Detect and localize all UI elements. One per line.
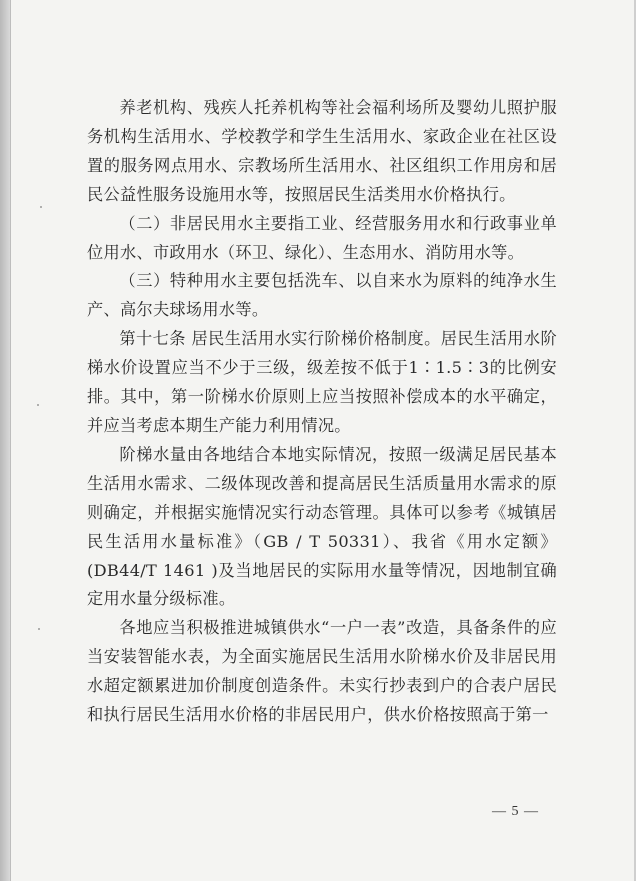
paragraph-2: （二）非居民用水主要指工业、经营服务用水和行政事业单位用水、市政用水（环卫、绿化）、生态用水、消防用水等。	[87, 213, 557, 262]
scan-speck	[37, 404, 39, 406]
page-number: — 5 —	[492, 804, 539, 819]
scan-left-edge	[0, 0, 10, 881]
paragraph-6: 各地应当积极推进城镇供水“一户一表”改造，具备条件的应当安装智能水表，为全面实施居民生活用水阶梯水价及非居民用水超定额累进加价制度创造条件。未实行抄表到户的合表户居民和执行居民生活用水价格的非居民用户，供水价格按照高于第一	[87, 618, 557, 725]
document-page	[10, 0, 634, 881]
paragraph-1: 养老机构、残疾人托养机构等社会福利场所及婴幼儿照护服务机构生活用水、学校教学和学生生活用水、家政企业在社区设置的服务网点用水、宗教场所生活用水、社区组织工作用房和居民公益性服务设施用水等，按照居民生活类用水价格执行。	[87, 98, 557, 204]
paragraph-5: 阶梯水量由各地结合本地实际情况，按照一级满足居民基本生活用水需求、二级体现改善和提高居民生活质量用水需求的原则确定，并根据实施情况实行动态管理。具体可以参考《城镇居民生活用水量标准》（GB / T 50331）、我省《用水定额》(DB44/T 1461 )及当地居民的实际用水量等情况，因地制宜确定用水量分级标准。	[87, 444, 557, 609]
paragraph-4: 第十七条 居民生活用水实行阶梯价格制度。居民生活用水阶梯水价设置应当不少于三级，级差按不低于1∶1.5∶3的比例安排。其中，第一阶梯水价原则上应当按照补偿成本的水平确定，并应当考虑本期生产能力利用情况。	[87, 329, 557, 435]
scan-speck	[38, 628, 40, 630]
scan-speck	[40, 206, 42, 208]
body-text	[87, 94, 557, 730]
paragraph-3: （三）特种用水主要包括洗车、以自来水为原料的纯净水生产、高尔夫球场用水等。	[87, 271, 557, 320]
